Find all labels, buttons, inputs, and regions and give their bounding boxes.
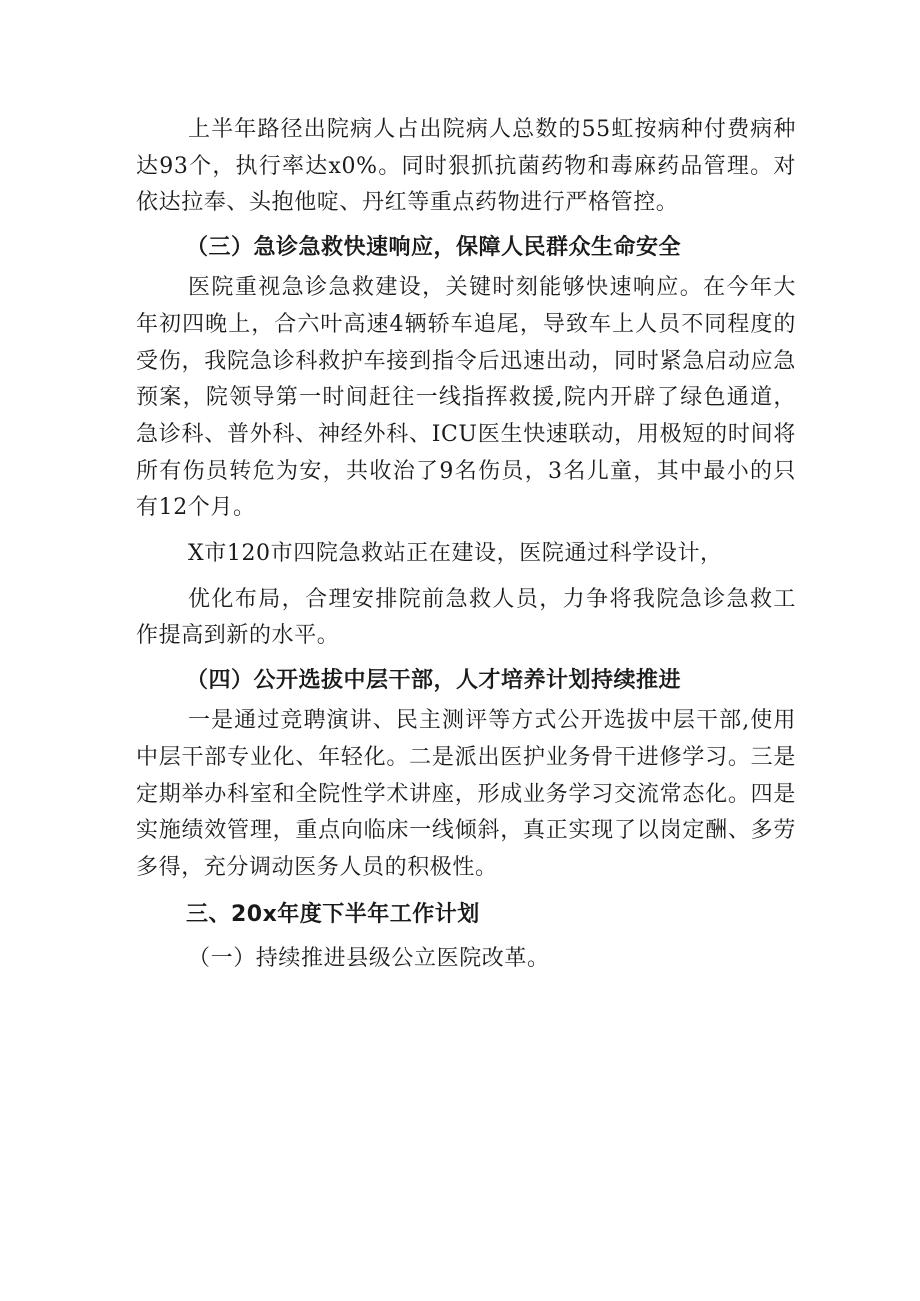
subheading-county-hospital-reform: （一）持续推进县级公立医院改革。 [188, 945, 550, 971]
heading-cadre-selection: （四）公开选拔中层干部，人才培养计划持续推进 [186, 668, 682, 694]
heading-second-half-plan: 三、20x年度下半年工作计划 [186, 901, 480, 927]
paragraph-pathway-stats: 上半年路径出院病人占出院病人总数的55虹按病种付费病种达93个，执行率达x0%。同时狠抓抗菌药物和毒麻药品管理。对依达拉奉、头抱他啶、丹红等重点药物进行严格管控。 [136, 117, 796, 216]
paragraph-layout-optimization: 优化布局，合理安排院前急救人员，力争将我院急诊急救工作提高到新的水平。 [136, 586, 796, 649]
heading-emergency-response: （三）急诊急救快速响应，保障人民群众生命安全 [186, 235, 682, 261]
paragraph-talent-training: 一是通过竞聘演讲、民主测评等方式公开选拔中层干部,使用中层干部专业化、年轻化。二是派出医护业务骨干进修学习。三是定期举办科室和全院性学术讲座，形成业务学习交流常态化。四是实施绩效管理，重点向临床一线倾斜，真正实现了以岗定酬、多劳多得，充分调动医务人员的积极性。 [136, 708, 796, 880]
paragraph-first-aid-station: X市120市四院急救站正在建设，医院通过科学设计， [188, 541, 723, 567]
paragraph-emergency-case: 医院重视急诊急救建设，关键时刻能够快速响应。在今年大年初四晚上，合六叶高速4辆轿车追尾，导致车上人员不同程度的受伤，我院急诊科救护车接到指令后迅速出动，同时紧急启动应急预案，院领导第一时间赶往一线指挥救援,院内开辟了绿色通道，急诊科、普外科、神经外科、ICU医生快速联动，用极短的时间将所有伤员转危为安，共收治了9名伤员，3名儿童，其中最小的只有12个月。 [136, 275, 796, 521]
document-page [136, 112, 796, 977]
